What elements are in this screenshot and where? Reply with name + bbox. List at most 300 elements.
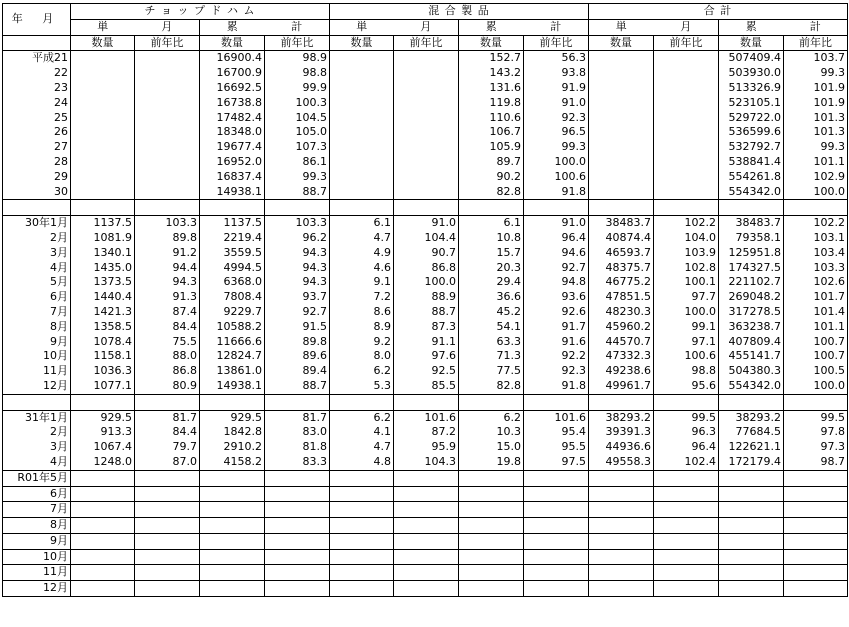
quantity-cell: 47851.5 <box>589 290 654 305</box>
yoy-cell <box>524 502 589 518</box>
sub-header-kei: 計 <box>784 19 848 35</box>
statistics-table <box>2 3 848 597</box>
quantity-cell: 106.7 <box>459 125 524 140</box>
yoy-cell <box>265 518 330 534</box>
quantity-cell: 122621.1 <box>719 440 784 455</box>
yoy-cell: 92.3 <box>524 364 589 379</box>
table-row <box>3 140 848 155</box>
sub-header-tsuki: 月 <box>394 19 459 35</box>
yoy-cell <box>135 96 200 111</box>
quantity-cell: 554342.0 <box>719 379 784 394</box>
quantity-cell: 38293.2 <box>589 410 654 425</box>
yoy-cell <box>654 185 719 200</box>
quantity-cell: 12824.7 <box>200 349 265 364</box>
yoy-cell: 104.3 <box>394 455 459 470</box>
yoy-cell: 91.5 <box>265 320 330 335</box>
quantity-cell: 8.6 <box>330 305 394 320</box>
quantity-cell: 4994.5 <box>200 261 265 276</box>
yoy-cell: 94.8 <box>524 275 589 290</box>
yoy-cell: 99.3 <box>784 140 848 155</box>
quantity-cell <box>330 185 394 200</box>
yoy-cell: 95.6 <box>654 379 719 394</box>
quantity-cell: 1078.4 <box>71 335 135 350</box>
row-label: 29 <box>3 170 71 185</box>
yoy-cell: 89.8 <box>265 335 330 350</box>
yoy-cell <box>135 140 200 155</box>
yoy-cell: 90.7 <box>394 246 459 261</box>
row-label: 7月 <box>3 305 71 320</box>
col-header-quantity: 数量 <box>459 35 524 51</box>
table-row <box>3 533 848 549</box>
yoy-cell: 93.6 <box>524 290 589 305</box>
quantity-cell: 16837.4 <box>200 170 265 185</box>
quantity-cell: 317278.5 <box>719 305 784 320</box>
yoy-cell: 91.9 <box>524 81 589 96</box>
sub-header-kei: 計 <box>265 19 330 35</box>
yoy-cell: 102.9 <box>784 170 848 185</box>
quantity-cell <box>589 581 654 597</box>
yoy-cell: 94.3 <box>135 275 200 290</box>
quantity-cell: 19677.4 <box>200 140 265 155</box>
yoy-cell: 99.3 <box>524 140 589 155</box>
row-label: 12月 <box>3 581 71 597</box>
yoy-cell <box>654 81 719 96</box>
yoy-cell <box>135 51 200 66</box>
yoy-cell: 95.9 <box>394 440 459 455</box>
yoy-cell <box>784 518 848 534</box>
yoy-cell: 103.9 <box>654 246 719 261</box>
yoy-cell: 91.6 <box>524 335 589 350</box>
yoy-cell <box>135 170 200 185</box>
quantity-cell: 10.8 <box>459 231 524 246</box>
row-label: 6月 <box>3 290 71 305</box>
row-label: 30 <box>3 185 71 200</box>
quantity-cell: 17482.4 <box>200 111 265 126</box>
yoy-cell: 88.9 <box>394 290 459 305</box>
quantity-cell <box>330 533 394 549</box>
col-header-yoy: 前年比 <box>265 35 330 51</box>
quantity-cell <box>719 486 784 502</box>
table-row <box>3 170 848 185</box>
quantity-cell: 77684.5 <box>719 425 784 440</box>
yoy-cell <box>524 518 589 534</box>
empty-cell <box>459 394 524 410</box>
yoy-cell: 88.0 <box>135 349 200 364</box>
yoy-cell <box>784 486 848 502</box>
yoy-cell: 97.5 <box>524 455 589 470</box>
quantity-cell: 49238.6 <box>589 364 654 379</box>
yoy-cell: 79.7 <box>135 440 200 455</box>
quantity-cell: 554261.8 <box>719 170 784 185</box>
yoy-cell <box>135 185 200 200</box>
empty-cell <box>524 394 589 410</box>
row-label: 23 <box>3 81 71 96</box>
quantity-cell: 38293.2 <box>719 410 784 425</box>
empty-cell <box>459 200 524 216</box>
yoy-cell <box>654 533 719 549</box>
yoy-cell <box>394 170 459 185</box>
yoy-cell <box>654 581 719 597</box>
yoy-cell <box>135 66 200 81</box>
yoy-cell: 81.7 <box>135 410 200 425</box>
quantity-cell: 14938.1 <box>200 185 265 200</box>
yoy-cell: 94.3 <box>265 261 330 276</box>
quantity-cell: 4.7 <box>330 440 394 455</box>
yoy-cell: 91.1 <box>394 335 459 350</box>
quantity-cell <box>200 518 265 534</box>
quantity-cell <box>200 486 265 502</box>
yoy-cell <box>135 565 200 581</box>
table-row <box>3 425 848 440</box>
empty-cell <box>394 200 459 216</box>
quantity-cell: 82.8 <box>459 379 524 394</box>
yoy-cell <box>654 170 719 185</box>
quantity-cell: 554342.0 <box>719 185 784 200</box>
header-row-columns <box>3 35 848 51</box>
quantity-cell: 9.2 <box>330 335 394 350</box>
quantity-cell <box>719 549 784 565</box>
quantity-cell <box>330 51 394 66</box>
quantity-cell: 6.1 <box>459 216 524 231</box>
quantity-cell: 269048.2 <box>719 290 784 305</box>
quantity-cell: 143.2 <box>459 66 524 81</box>
quantity-cell <box>200 502 265 518</box>
quantity-cell: 29.4 <box>459 275 524 290</box>
quantity-cell: 49558.3 <box>589 455 654 470</box>
yoy-cell: 103.3 <box>265 216 330 231</box>
quantity-cell: 4.6 <box>330 261 394 276</box>
yoy-cell: 104.0 <box>654 231 719 246</box>
quantity-cell: 16692.5 <box>200 81 265 96</box>
quantity-cell: 7808.4 <box>200 290 265 305</box>
quantity-cell: 1421.3 <box>71 305 135 320</box>
yoy-cell: 91.2 <box>135 246 200 261</box>
quantity-cell <box>589 549 654 565</box>
col-header-quantity: 数量 <box>71 35 135 51</box>
quantity-cell <box>330 581 394 597</box>
quantity-cell <box>589 170 654 185</box>
yoy-cell <box>784 470 848 486</box>
yoy-cell: 92.5 <box>394 364 459 379</box>
col-header-yoy: 前年比 <box>784 35 848 51</box>
yoy-cell: 99.5 <box>784 410 848 425</box>
table-row <box>3 470 848 486</box>
row-label: 3月 <box>3 246 71 261</box>
yoy-cell <box>524 581 589 597</box>
yoy-cell: 92.2 <box>524 349 589 364</box>
yoy-cell: 96.2 <box>265 231 330 246</box>
yoy-cell: 92.6 <box>524 305 589 320</box>
quantity-cell <box>589 518 654 534</box>
quantity-cell: 1373.5 <box>71 275 135 290</box>
table-row <box>3 185 848 200</box>
quantity-cell: 1081.9 <box>71 231 135 246</box>
table-row <box>3 410 848 425</box>
yoy-cell: 96.4 <box>654 440 719 455</box>
quantity-cell: 172179.4 <box>719 455 784 470</box>
table-row <box>3 518 848 534</box>
yoy-cell: 87.3 <box>394 320 459 335</box>
empty-cell <box>71 200 135 216</box>
yoy-cell <box>265 486 330 502</box>
yoy-cell <box>265 565 330 581</box>
yoy-cell <box>394 125 459 140</box>
quantity-cell: 6.1 <box>330 216 394 231</box>
quantity-cell: 63.3 <box>459 335 524 350</box>
table-row <box>3 246 848 261</box>
quantity-cell <box>330 125 394 140</box>
yoy-cell <box>135 81 200 96</box>
yoy-cell <box>784 565 848 581</box>
yoy-cell: 104.4 <box>394 231 459 246</box>
empty-cell <box>719 200 784 216</box>
row-label: 8月 <box>3 518 71 534</box>
yoy-cell: 84.4 <box>135 320 200 335</box>
quantity-cell: 47332.3 <box>589 349 654 364</box>
quantity-cell: 44936.6 <box>589 440 654 455</box>
quantity-cell: 19.8 <box>459 455 524 470</box>
quantity-cell: 16738.8 <box>200 96 265 111</box>
quantity-cell <box>330 518 394 534</box>
yoy-cell: 91.7 <box>524 320 589 335</box>
row-label: 26 <box>3 125 71 140</box>
yoy-cell: 94.6 <box>524 246 589 261</box>
quantity-cell <box>330 470 394 486</box>
quantity-cell: 16952.0 <box>200 155 265 170</box>
quantity-cell <box>200 533 265 549</box>
yoy-cell: 97.3 <box>784 440 848 455</box>
yoy-cell <box>394 581 459 597</box>
yoy-cell: 102.2 <box>654 216 719 231</box>
yoy-cell <box>394 96 459 111</box>
empty-cell <box>265 200 330 216</box>
yoy-cell: 95.4 <box>524 425 589 440</box>
yoy-cell: 107.3 <box>265 140 330 155</box>
table-row <box>3 125 848 140</box>
sub-header-tan: 単 <box>71 19 135 35</box>
group-header-total: 合 計 <box>589 4 848 20</box>
yoy-cell: 100.0 <box>784 185 848 200</box>
quantity-cell: 8.0 <box>330 349 394 364</box>
yoy-cell: 99.5 <box>654 410 719 425</box>
quantity-cell: 6.2 <box>459 410 524 425</box>
quantity-cell: 38483.7 <box>719 216 784 231</box>
yoy-cell: 75.5 <box>135 335 200 350</box>
table-row <box>3 349 848 364</box>
quantity-cell: 6.2 <box>330 364 394 379</box>
yoy-cell <box>654 486 719 502</box>
empty-cell <box>71 394 135 410</box>
yoy-cell <box>784 581 848 597</box>
sub-header-kei: 計 <box>524 19 589 35</box>
yoy-cell <box>394 51 459 66</box>
yoy-cell <box>394 140 459 155</box>
quantity-cell: 532792.7 <box>719 140 784 155</box>
quantity-cell: 16700.9 <box>200 66 265 81</box>
quantity-cell: 4.7 <box>330 231 394 246</box>
yoy-cell <box>524 486 589 502</box>
quantity-cell: 513326.9 <box>719 81 784 96</box>
quantity-cell: 10588.2 <box>200 320 265 335</box>
quantity-cell <box>330 549 394 565</box>
yoy-cell: 100.0 <box>394 275 459 290</box>
quantity-cell <box>71 125 135 140</box>
yoy-cell <box>784 502 848 518</box>
yoy-cell: 81.8 <box>265 440 330 455</box>
yoy-cell: 83.3 <box>265 455 330 470</box>
quantity-cell: 38483.7 <box>589 216 654 231</box>
quantity-cell <box>589 81 654 96</box>
yoy-cell: 89.8 <box>135 231 200 246</box>
quantity-cell: 507409.4 <box>719 51 784 66</box>
yoy-cell <box>524 549 589 565</box>
quantity-cell: 913.3 <box>71 425 135 440</box>
empty-cell <box>784 394 848 410</box>
quantity-cell: 11666.6 <box>200 335 265 350</box>
row-label: 24 <box>3 96 71 111</box>
sub-header-rui: 累 <box>459 19 524 35</box>
yoy-cell: 94.4 <box>135 261 200 276</box>
yoy-cell: 100.6 <box>524 170 589 185</box>
table-row <box>3 66 848 81</box>
yoy-cell: 85.5 <box>394 379 459 394</box>
quantity-cell <box>589 51 654 66</box>
quantity-cell: 1340.1 <box>71 246 135 261</box>
quantity-cell: 18348.0 <box>200 125 265 140</box>
quantity-cell <box>71 51 135 66</box>
quantity-cell <box>71 518 135 534</box>
yoy-cell: 100.0 <box>524 155 589 170</box>
yoy-cell: 88.7 <box>265 379 330 394</box>
yoy-cell: 99.9 <box>265 81 330 96</box>
quantity-cell: 6.2 <box>330 410 394 425</box>
yoy-cell <box>135 470 200 486</box>
yoy-cell: 103.7 <box>784 51 848 66</box>
yoy-cell <box>135 486 200 502</box>
quantity-cell <box>330 565 394 581</box>
yoy-cell: 101.6 <box>524 410 589 425</box>
col-header-quantity: 数量 <box>330 35 394 51</box>
quantity-cell: 1358.5 <box>71 320 135 335</box>
quantity-cell <box>459 470 524 486</box>
empty-cell <box>200 200 265 216</box>
yoy-cell <box>654 66 719 81</box>
quantity-cell: 8.9 <box>330 320 394 335</box>
yoy-cell: 96.5 <box>524 125 589 140</box>
yoy-cell: 83.0 <box>265 425 330 440</box>
quantity-cell: 48375.7 <box>589 261 654 276</box>
yoy-cell: 102.4 <box>654 455 719 470</box>
row-label: 2月 <box>3 231 71 246</box>
quantity-cell <box>200 565 265 581</box>
yoy-cell: 101.6 <box>394 410 459 425</box>
row-label: 10月 <box>3 549 71 565</box>
yoy-cell: 101.3 <box>784 111 848 126</box>
quantity-cell <box>719 533 784 549</box>
quantity-cell <box>719 565 784 581</box>
row-label: 2月 <box>3 425 71 440</box>
yoy-cell <box>394 486 459 502</box>
quantity-cell <box>589 502 654 518</box>
yoy-cell: 91.0 <box>524 216 589 231</box>
yoy-cell: 94.3 <box>265 246 330 261</box>
yoy-cell <box>394 533 459 549</box>
quantity-cell: 14938.1 <box>200 379 265 394</box>
table-row <box>3 81 848 96</box>
quantity-cell <box>459 565 524 581</box>
table-row <box>3 216 848 231</box>
quantity-cell <box>200 581 265 597</box>
yoy-cell <box>654 96 719 111</box>
quantity-cell <box>71 502 135 518</box>
yoy-cell: 98.8 <box>265 66 330 81</box>
quantity-cell <box>589 111 654 126</box>
row-label: 12月 <box>3 379 71 394</box>
yoy-cell <box>394 155 459 170</box>
quantity-cell <box>589 486 654 502</box>
quantity-cell: 523105.1 <box>719 96 784 111</box>
yoy-cell: 99.3 <box>265 170 330 185</box>
table-row <box>3 305 848 320</box>
table-row <box>3 275 848 290</box>
yoy-cell: 96.4 <box>524 231 589 246</box>
empty-cell <box>265 394 330 410</box>
yoy-cell <box>654 155 719 170</box>
quantity-cell: 105.9 <box>459 140 524 155</box>
row-label: 9月 <box>3 533 71 549</box>
quantity-cell: 46593.7 <box>589 246 654 261</box>
table-row <box>3 364 848 379</box>
yoy-cell: 100.1 <box>654 275 719 290</box>
row-label: 11月 <box>3 565 71 581</box>
quantity-cell <box>719 518 784 534</box>
quantity-cell: 152.7 <box>459 51 524 66</box>
quantity-cell <box>330 96 394 111</box>
yoy-cell: 100.6 <box>654 349 719 364</box>
quantity-cell: 455141.7 <box>719 349 784 364</box>
yoy-cell <box>654 51 719 66</box>
yoy-cell: 87.0 <box>135 455 200 470</box>
quantity-cell <box>330 502 394 518</box>
sub-header-tsuki: 月 <box>654 19 719 35</box>
quantity-cell <box>459 533 524 549</box>
quantity-cell <box>330 66 394 81</box>
yoy-cell <box>654 125 719 140</box>
quantity-cell <box>459 581 524 597</box>
empty-cell <box>654 394 719 410</box>
table-row <box>3 111 848 126</box>
empty-cell <box>784 200 848 216</box>
yoy-cell: 98.9 <box>265 51 330 66</box>
yoy-cell <box>135 155 200 170</box>
quantity-cell: 1842.8 <box>200 425 265 440</box>
yoy-cell: 102.6 <box>784 275 848 290</box>
quantity-cell <box>200 470 265 486</box>
empty-cell <box>589 200 654 216</box>
yoy-cell: 101.1 <box>784 155 848 170</box>
quantity-cell <box>71 170 135 185</box>
quantity-cell: 1067.4 <box>71 440 135 455</box>
quantity-cell: 16900.4 <box>200 51 265 66</box>
yoy-cell <box>654 140 719 155</box>
quantity-cell <box>330 170 394 185</box>
quantity-cell <box>589 155 654 170</box>
empty-cell <box>589 394 654 410</box>
yoy-cell: 81.7 <box>265 410 330 425</box>
yoy-cell <box>394 470 459 486</box>
quantity-cell: 221102.7 <box>719 275 784 290</box>
yoy-cell <box>265 533 330 549</box>
